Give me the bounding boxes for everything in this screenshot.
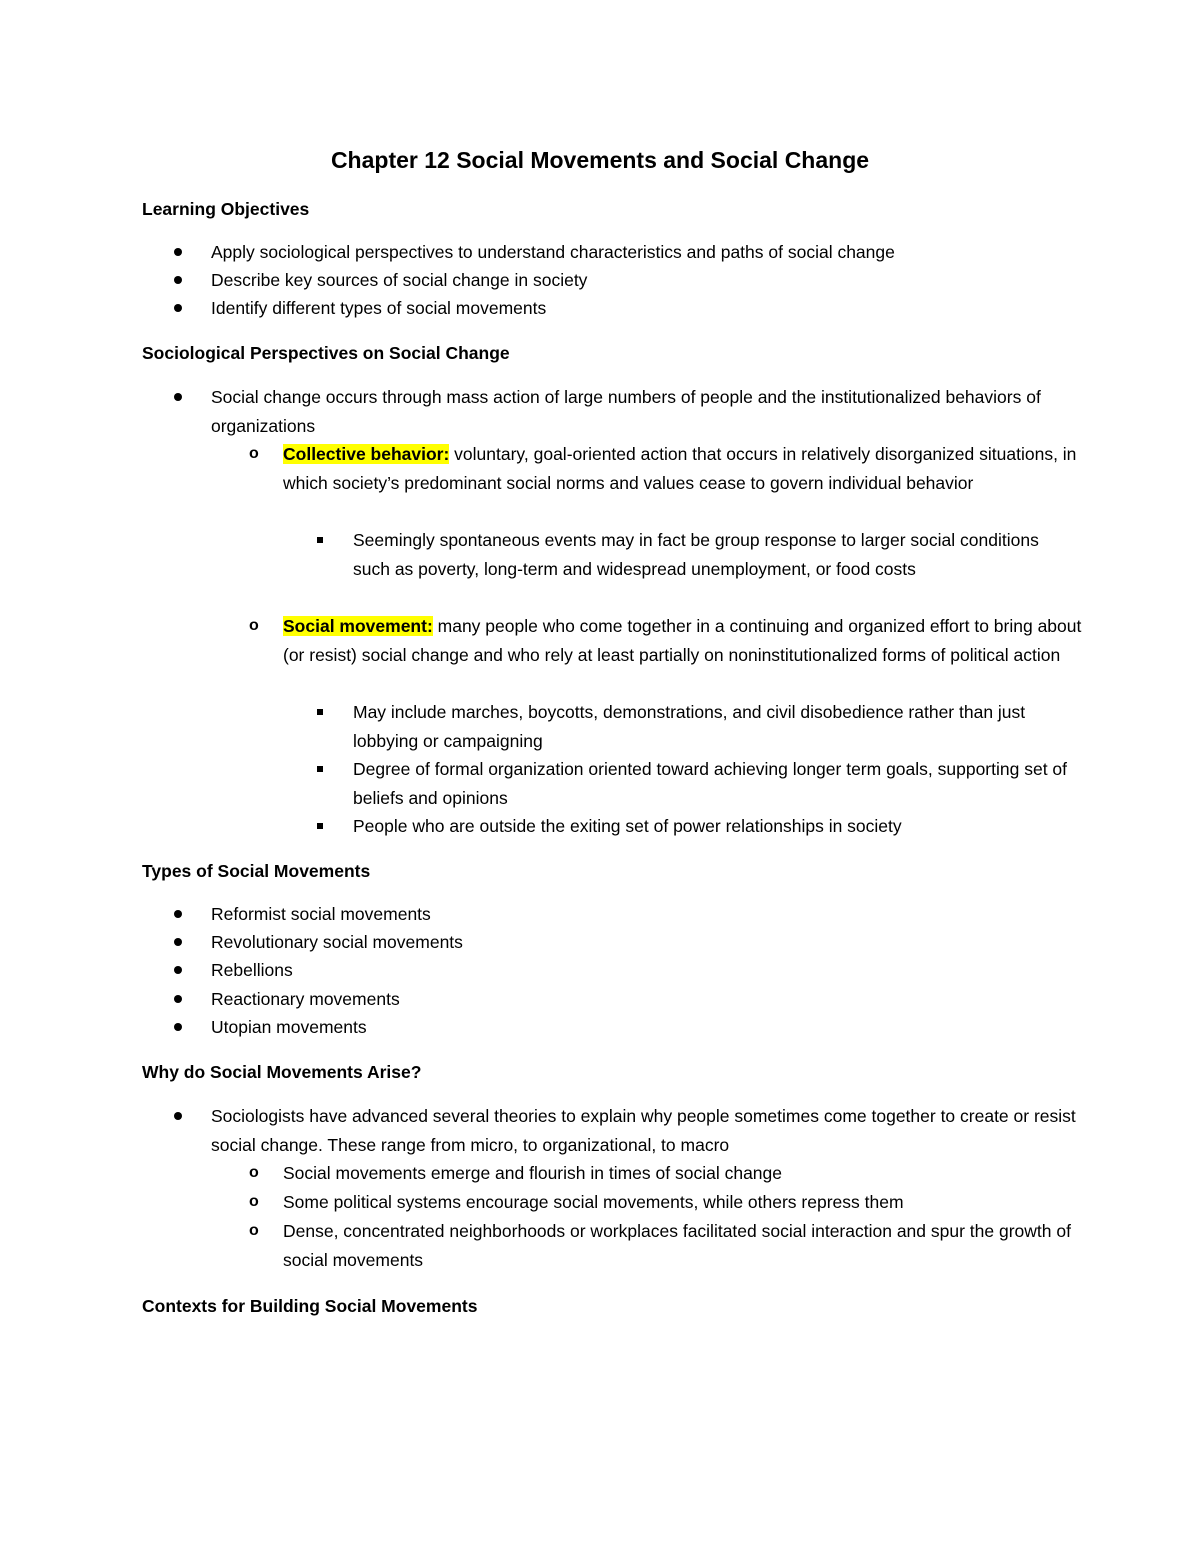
list-item-text: Utopian movements (211, 1017, 367, 1037)
circle-bullet-icon: o (249, 445, 259, 462)
section-heading-contexts: Contexts for Building Social Movements (142, 1296, 478, 1316)
list-item (211, 294, 1081, 323)
list-item (249, 1159, 1083, 1188)
list-item-text: Identify different types of social movements (211, 298, 547, 318)
list-item-text: Degree of formal organization oriented toward achieving longer term goals, supporting set of beliefs and opinions (353, 759, 1068, 808)
square-bullet-icon (317, 526, 323, 555)
list-item-text: Describe key sources of social change in society (211, 270, 588, 290)
list-item-text: Reformist social movements (211, 904, 431, 924)
section-heading-types: Types of Social Movements (142, 861, 371, 881)
bullet-icon (174, 383, 182, 412)
circle-bullet-icon: o (249, 617, 259, 634)
list-item (211, 1013, 1081, 1042)
bullet-icon (174, 956, 182, 985)
list-item (249, 612, 1083, 669)
list-item (211, 266, 1081, 295)
list-item (249, 1188, 1083, 1217)
list-item-text: Social movements emerge and flourish in times of social change (283, 1163, 782, 1183)
section-heading-learning-objectives: Learning Objectives (142, 199, 310, 219)
list-item-text: Dense, concentrated neighborhoods or workplaces facilitated social interaction and spur the growth of social movements (283, 1221, 1071, 1270)
list-item-text: Social change occurs through mass action of large numbers of people and the institutionalized behaviors of organizations (211, 387, 1041, 436)
list-item (353, 698, 1073, 755)
list-item (249, 1217, 1083, 1274)
circle-bullet-icon: o (249, 1222, 259, 1239)
list-item (211, 383, 1081, 440)
definition-text: many people who come together in a continuing and organized effort to bring about (or resist) social change and who rely at least partially on noninstitutionalized forms of political action (283, 616, 1082, 665)
list-item (211, 956, 1081, 985)
list-item (211, 928, 1081, 957)
bullet-icon (174, 900, 182, 929)
circle-bullet-icon: o (249, 1193, 259, 1210)
list-item (211, 1102, 1081, 1159)
bullet-icon (174, 985, 182, 1014)
list-item (249, 440, 1083, 497)
list-item-text: May include marches, boycotts, demonstrations, and civil disobedience rather than just lobbying or campaigning (353, 702, 1026, 751)
list-item (211, 238, 1081, 267)
list-item (353, 812, 1073, 841)
list-item (353, 755, 1073, 812)
section-heading-sociological-perspectives: Sociological Perspectives on Social Change (142, 343, 510, 363)
list-item-text: Seemingly spontaneous events may in fact be group response to larger social conditions such as poverty, long-term and widespread unemployment, or food costs (353, 530, 1039, 579)
definition-text: voluntary, goal-oriented action that occurs in relatively disorganized situations, in which society’s predominant social norms and values cease to govern individual behavior (283, 444, 1077, 493)
highlighted-term: Social movement: (283, 616, 433, 636)
highlighted-term: Collective behavior: (283, 444, 450, 464)
square-bullet-icon (317, 812, 323, 841)
circle-bullet-icon: o (249, 1164, 259, 1181)
bullet-icon (174, 1102, 182, 1131)
list-item-text: Rebellions (211, 960, 293, 980)
list-item (211, 985, 1081, 1014)
page-title: Chapter 12 Social Movements and Social Change (330, 147, 870, 173)
list-item-text: Apply sociological perspectives to understand characteristics and paths of social change (211, 242, 895, 262)
list-item-text: Some political systems encourage social movements, while others repress them (283, 1192, 904, 1212)
bullet-icon (174, 294, 182, 323)
bullet-icon (174, 928, 182, 957)
bullet-icon (174, 1013, 182, 1042)
bullet-icon (174, 266, 182, 295)
list-item-text: Sociologists have advanced several theories to explain why people sometimes come together to create or resist social change. These range from micro, to organizational, to macro (211, 1106, 1076, 1155)
list-item-text: Reactionary movements (211, 989, 400, 1009)
list-item (353, 526, 1073, 583)
square-bullet-icon (317, 755, 323, 784)
list-item-text: People who are outside the exiting set of power relationships in society (353, 816, 902, 836)
list-item-text: Revolutionary social movements (211, 932, 463, 952)
list-item (211, 900, 1081, 929)
square-bullet-icon (317, 698, 323, 727)
section-heading-why: Why do Social Movements Arise? (142, 1062, 422, 1082)
bullet-icon (174, 238, 182, 267)
